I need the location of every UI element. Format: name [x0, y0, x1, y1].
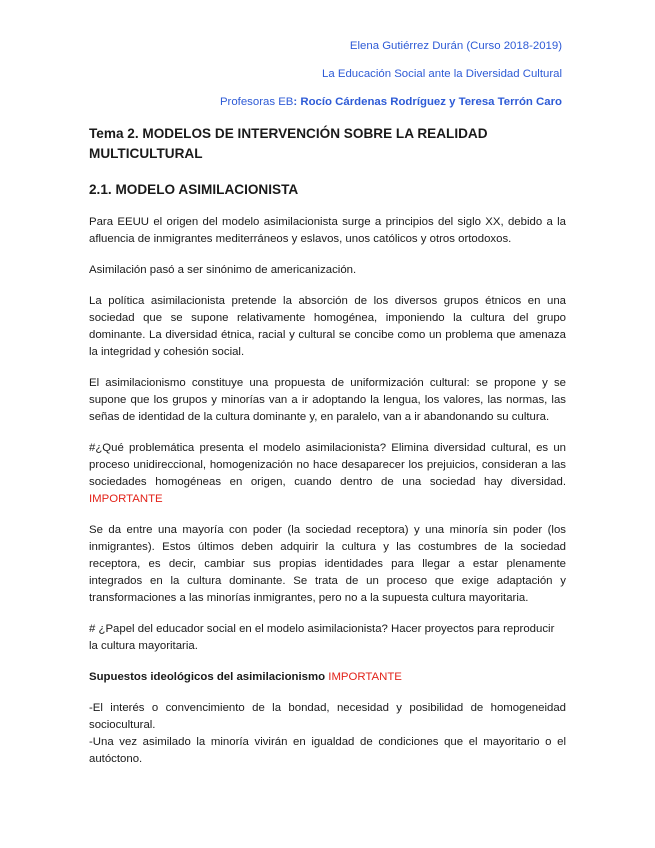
paragraph-problems-text: #¿Qué problemática presenta el modelo asimilacionista? Elimina diversidad cultural, es un proceso unidireccional, homogenización no hace desaparecer los prejuicios, consideran a las sociedades homogéneas en origen, cuando dentro de una sociedad hay diversidad. — [89, 442, 566, 488]
paragraph-policy: La política asimilacionista pretende la absorción de los diversos grupos étnicos en una sociedad que se supone relativamente homogénea, imponiendo la cultura del grupo dominante. La diversidad étnica, racial y cultural se concibe como un problema que amenaza la integridad y cohesión social. — [89, 295, 566, 358]
paragraph-educator-role: # ¿Papel del educador social en el modelo asimilacionista? Hacer proyectos para reproducir la cultura mayoritaria. — [89, 623, 555, 652]
page-title: Tema 2. MODELOS DE INTERVENCIÓN SOBRE LA REALIDAD MULTICULTURAL — [89, 126, 488, 161]
supuestos-heading — [89, 669, 566, 686]
paragraph-definition: Asimilación pasó a ser sinónimo de americanización. — [89, 264, 357, 276]
paragraph-uniformization: El asimilacionismo constituye una propuesta de uniformización cultural: se propone y se supone que los grupos y minorías van a ir adoptando la lengua, los valores, las normas, las señas de identidad de la cultura dominante y, en paralelo, van a ir abandonando su cultura. — [89, 377, 566, 423]
header-professors-names: : Rocío Cárdenas Rodríguez y Teresa Terrón Caro — [293, 96, 562, 108]
list-item: -Una vez asimilado la minoría vivirán en igualdad de condiciones que el mayoritario o el autóctono. — [89, 736, 566, 765]
header-subject: La Educación Social ante la Diversidad Cultural — [322, 68, 562, 80]
supuestos-heading-text: Supuestos ideológicos del asimilacionismo — [89, 671, 326, 683]
paragraph-majority-minority: Se da entre una mayoría con poder (la sociedad receptora) y una minoría sin poder (los inmigrantes). Estos últimos deben adquirir la cultura y las costumbres de la sociedad receptora, es decir, cambiar sus propias identidades para llegar a estar plenamente integrados en la cultura dominante. Se trata de un proceso que exige adaptación y transformaciones a las minorías inmigrantes, pero no a la supuesta cultura mayoritaria. — [89, 524, 566, 604]
header-professors-label: Profesoras EB — [219, 96, 294, 108]
important-tag: IMPORTANTE — [89, 493, 163, 505]
section-heading: 2.1. MODELO ASIMILACIONISTA — [89, 182, 299, 197]
header-professors — [220, 94, 562, 111]
header-author-course: Elena Gutiérrez Durán (Curso 2018-2019) — [349, 40, 562, 52]
paragraph-problems — [89, 440, 566, 508]
document-body — [89, 124, 566, 768]
important-tag: IMPORTANTE — [328, 671, 402, 683]
paragraph-origin: Para EEUU el origen del modelo asimilacionista surge a principios del siglo XX, debido a la afluencia de inmigrantes mediterráneos y eslavos, unos católicos y otros ortodoxos. — [89, 216, 566, 245]
list-item: -El interés o convencimiento de la bondad, necesidad y posibilidad de homogeneidad sociocultural. — [89, 702, 566, 731]
supuestos-list — [89, 700, 566, 768]
